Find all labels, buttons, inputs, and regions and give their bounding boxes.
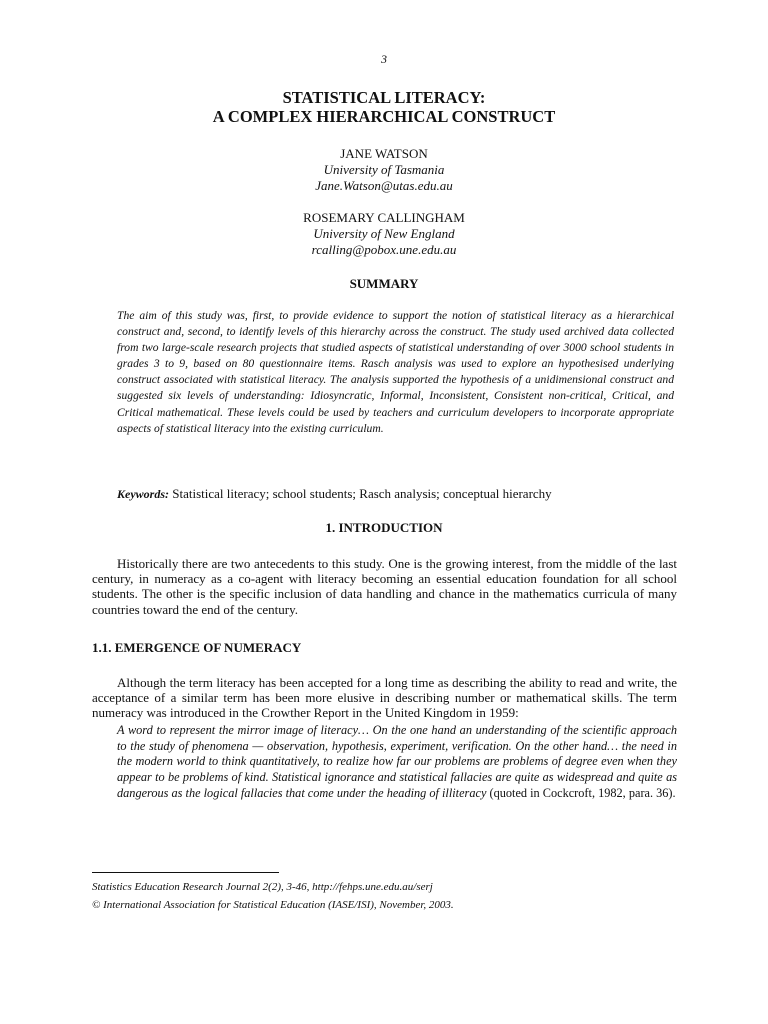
author-block-2 [0,210,768,258]
title-line-2: A COMPLEX HIERARCHICAL CONSTRUCT [212,107,556,126]
section-heading-numeracy: 1.1. EMERGENCE OF NUMERACY [92,640,302,655]
paper-title [0,88,768,126]
summary-text: The aim of this study was, first, to provide evidence to support the notion of statistical literacy as a hierarchical construct and, second, to identify levels of this hierarchy across the construct. The study used archived data collected from two large-scale research projects that studied aspects of statistical understanding of over 3000 school students in grades 3 to 9, based on 80 questionnaire items. Rasch analysis was used to explore an hypothesised underlying construct associated with statistical literacy. The analysis supported the hypothesis of a unidimensional construct and suggested six levels of understanding: Idiosyncratic, Informal, Inconsistent, Consistent non-critical, Critical, and Critical mathematical. These levels could be used by teachers and curriculum developers to incorporate appropriate aspects of statistical literacy into the existing curriculum. [117,309,674,435]
author-affiliation: University of New England [313,226,455,241]
author-affiliation: University of Tasmania [323,162,445,177]
keywords-label: Keywords: [117,487,169,501]
quote-text: A word to represent the mirror image of literacy… On the one hand an understanding of the scientific approach to the study of phenomena — observation, hypothesis, experiment, verification. On the other hand… the need in the modern world to think quantitatively, to realize how far our problems are problems of degree even when they appear to be problems of kind. Statistical ignorance and statistical fallacies are quite as widespread and quite as dangerous as the logical fallacies that come under the heading of illiteracy [117,723,677,800]
author-name: ROSEMARY CALLINGHAM [303,210,465,225]
title-line-1: STATISTICAL LITERACY: [282,88,486,107]
keywords [117,486,677,502]
author-email: rcalling@pobox.une.edu.au [311,242,457,257]
footnote-journal: Statistics Education Research Journal 2(2), 3-46, http://fehps.une.edu.au/serj [92,881,433,893]
introduction-paragraph: Historically there are two antecedents to this study. One is the growing interest, from the middle of the last century, in numeracy as a co-agent with literacy becoming an essential education foundation for all school students. The other is the specific inclusion of data handling and chance in the mathematics curricula of many countries toward the end of the century. [92,556,677,617]
section-heading-introduction: 1. INTRODUCTION [325,520,443,535]
author-name: JANE WATSON [340,146,428,161]
page-number: 3 [381,52,387,66]
footnote-divider [92,872,279,873]
summary-heading: SUMMARY [349,276,419,291]
quote-citation: (quoted in Cockcroft, 1982, para. 36). [486,785,676,800]
numeracy-paragraph: Although the term literacy has been accepted for a long time as describing the ability to read and write, the acceptance of a similar term has been more elusive in describing number or mathematical skills. The term numeracy was introduced in the Crowther Report in the United Kingdom in 1959: [92,675,677,721]
keywords-text: Statistical literacy; school students; Rasch analysis; conceptual hierarchy [169,486,552,501]
footnote-copyright: © International Association for Statistical Education (IASE/ISI), November, 2003. [92,899,454,911]
block-quote [117,723,677,802]
author-block-1 [0,146,768,194]
author-email: Jane.Watson@utas.edu.au [315,178,453,193]
